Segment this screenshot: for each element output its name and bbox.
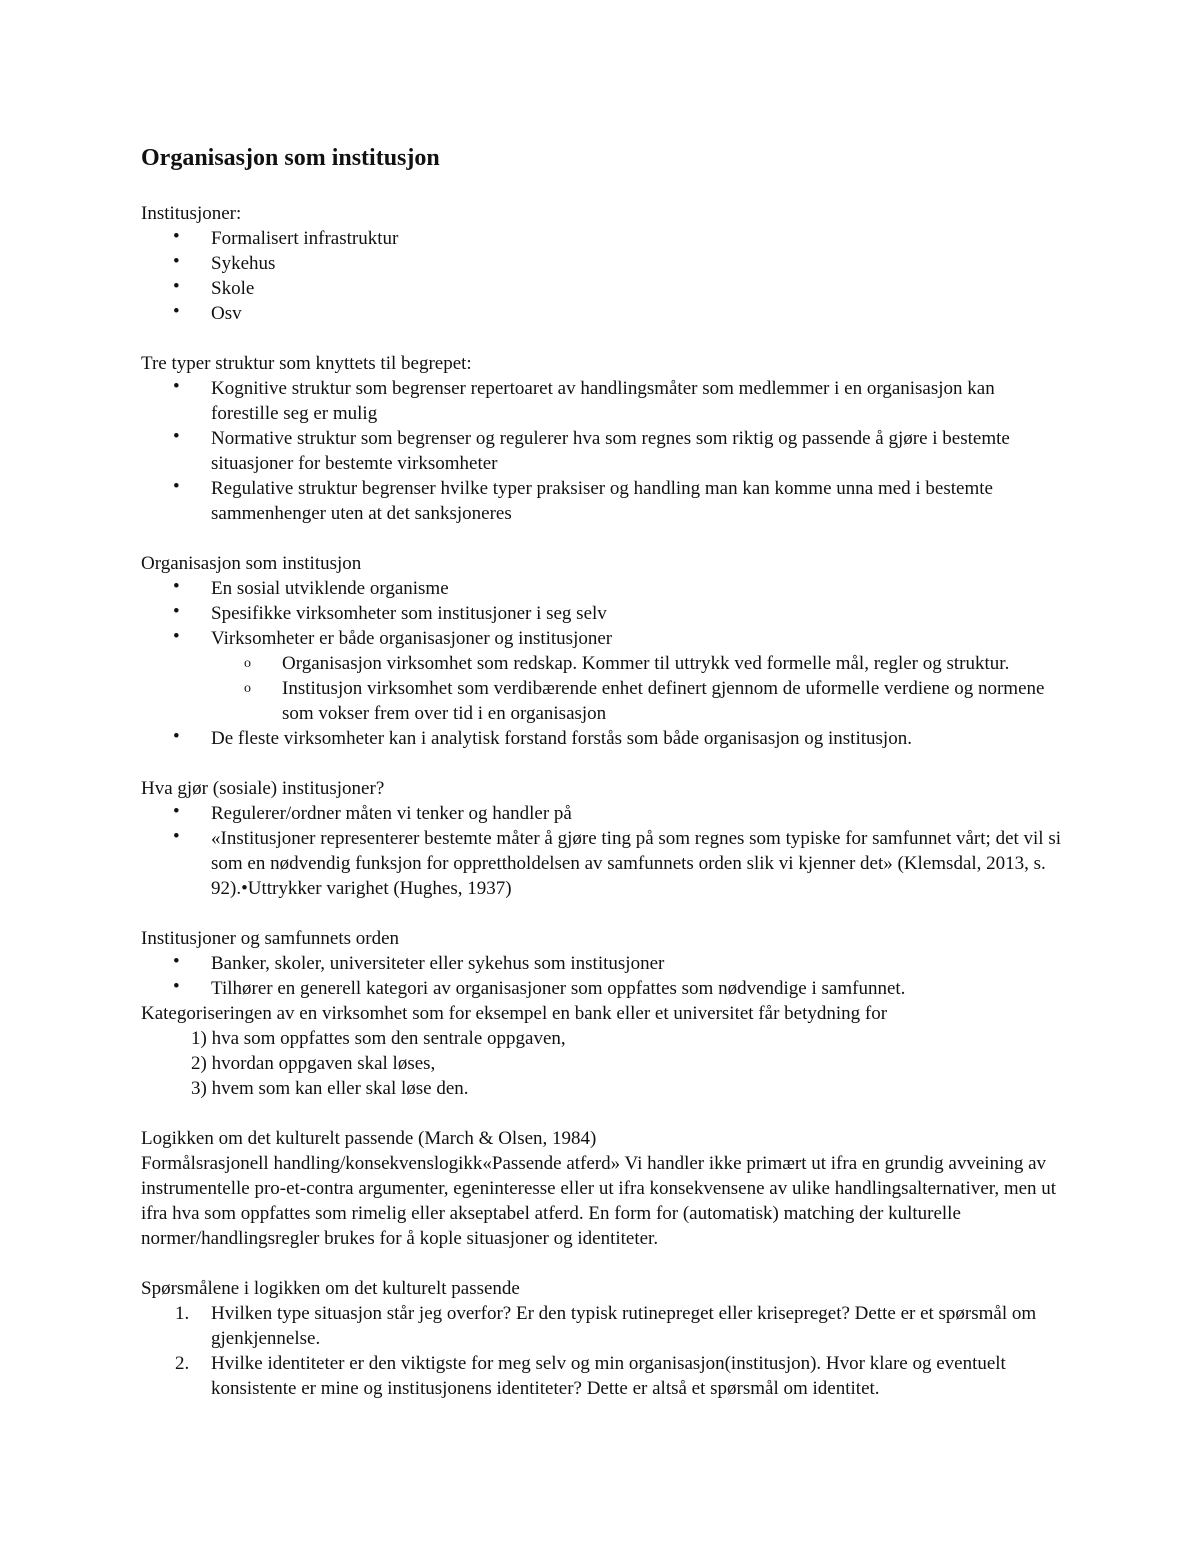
page-title: Organisasjon som institusjon [141,145,440,171]
bullet-icon: • [173,976,180,997]
list-item: • Regulative struktur begrenser hvilke typer praksiser og handling man kan komme unna med i bestemte sammenhenger uten at det sanksjoneres [173,476,993,524]
bullet-icon: • [173,301,180,322]
section-institusjoner [141,201,1061,326]
numbered-item: 2. Hvilke identiteter er den viktigste for meg selv og min organisasjon(institusjon). Hvor klare og eventuelt konsistente er mine og institusjonens identiteter? Dette er altså et spørsmål om identitet. [175,1353,1006,1399]
section-logikken [141,1126,1061,1251]
bullet-icon: • [173,476,180,497]
list-item: • Osv [173,301,242,324]
numbered-item: 1. Hvilken type situasjon står jeg overfor? Er den typisk rutinepreget eller krisepreget? Dette er et spørsmål om gjenkjennelse. [175,1303,1037,1349]
section-organisasjon-som-institusjon [141,551,1061,751]
numbered-list [141,1301,1061,1401]
paragraph: Kategoriseringen av en virksomhet som for eksempel en bank eller et universitet får betydning for [141,1003,888,1024]
enumerated-line: 2) hvordan oppgaven skal løses, [191,1053,436,1074]
section-heading: Organisasjon som institusjon [141,553,362,574]
bullet-icon: • [173,226,180,247]
enumerated-line: 1) hva som oppfattes som den sentrale oppgaven, [191,1028,566,1049]
bullet-icon: • [173,376,180,397]
section-hva-gjor-institusjoner [141,776,1061,901]
document-page [141,143,1061,1426]
bullet-icon: • [173,801,180,822]
list-item: • Sykehus [173,251,276,274]
bullet-list [141,226,1061,326]
bullet-list [141,576,1061,751]
list-number: 1. [175,1303,190,1324]
section-heading: Institusjoner og samfunnets orden [141,928,400,949]
section-sporsmalene [141,1276,1061,1401]
paragraph: Formålsrasjonell handling/konsekvenslogikk«Passende atferd» Vi handler ikke primært ut ifra en grundig avveining av instrumentelle pro-et-contra argumenter, egeninteresse eller ut ifra konsekvensene av ulike handlingsalternativer, men ut ifra hva som oppfattes som rimelig eller akseptabel atferd. En form for (automatisk) matching der kulturelle normer/handlingsregler brukes for å kople situasjoner og identiteter. [141,1153,1057,1249]
list-item: • Banker, skoler, universiteter eller sykehus som institusjoner [173,951,665,974]
section-tre-typer [141,351,1061,526]
bullet-list [141,801,1061,901]
section-heading: Institusjoner: [141,203,242,224]
bullet-icon: • [173,726,180,747]
list-item: • Spesifikke virksomheter som institusjoner i seg selv [173,601,607,624]
list-item: • En sosial utviklende organisme [173,576,449,599]
section-samfunnets-orden [141,926,1061,1101]
bullet-icon: • [173,951,180,972]
section-heading: Logikken om det kulturelt passende (March & Olsen, 1984) [141,1128,597,1149]
list-item: • De fleste virksomheter kan i analytisk forstand forstås som både organisasjon og institusjon. [173,726,912,749]
bullet-icon: • [173,426,180,447]
list-item: • «Institusjoner representerer bestemte måter å gjøre ting på som regnes som typiske for samfunnet vårt; det vil si som en nødvendig funksjon for opprettholdelsen av samfunnets orden slik vi kjenner det» (Klemsdal, 2013, s. 92).•Uttrykker varighet (Hughes, 1937) [173,826,1062,899]
enumerated-line: 3) hvem som kan eller skal løse den. [191,1078,469,1099]
list-number: 2. [175,1353,190,1374]
circle-bullet-icon: o [244,681,251,696]
sub-list-item: o Organisasjon virksomhet som redskap. Kommer til uttrykk ved formelle mål, regler og struktur. [244,653,1010,674]
bullet-icon: • [173,626,180,647]
bullet-icon: • [173,251,180,272]
list-item: • Skole [173,276,255,299]
list-item: • Virksomheter er både organisasjoner og institusjoner [173,626,613,649]
sub-list-item: o Institusjon virksomhet som verdibærende enhet definert gjennom de uformelle verdiene og normene som vokser frem over tid i en organisasjon [244,678,1045,724]
circle-bullet-icon: o [244,656,251,671]
bullet-icon: • [173,576,180,597]
bullet-icon: • [173,826,180,847]
list-item: • Tilhører en generell kategori av organisasjoner som oppfattes som nødvendige i samfunnet. [173,976,906,999]
bullet-list [141,376,1061,526]
bullet-icon: • [173,276,180,297]
bullet-icon: • [173,601,180,622]
list-item: • Normative struktur som begrenser og regulerer hva som regnes som riktig og passende å gjøre i bestemte situasjoner for bestemte virksomheter [173,426,1010,474]
section-heading: Spørsmålene i logikken om det kulturelt passende [141,1278,520,1299]
section-heading: Hva gjør (sosiale) institusjoner? [141,778,385,799]
section-heading: Tre typer struktur som knyttets til begrepet: [141,353,472,374]
bullet-list [141,951,1061,1001]
list-item: • Formalisert infrastruktur [173,226,399,249]
list-item: • Regulerer/ordner måten vi tenker og handler på [173,801,572,824]
list-item: • Kognitive struktur som begrenser repertoaret av handlingsmåter som medlemmer i en organisasjon kan forestille seg er mulig [173,376,995,424]
